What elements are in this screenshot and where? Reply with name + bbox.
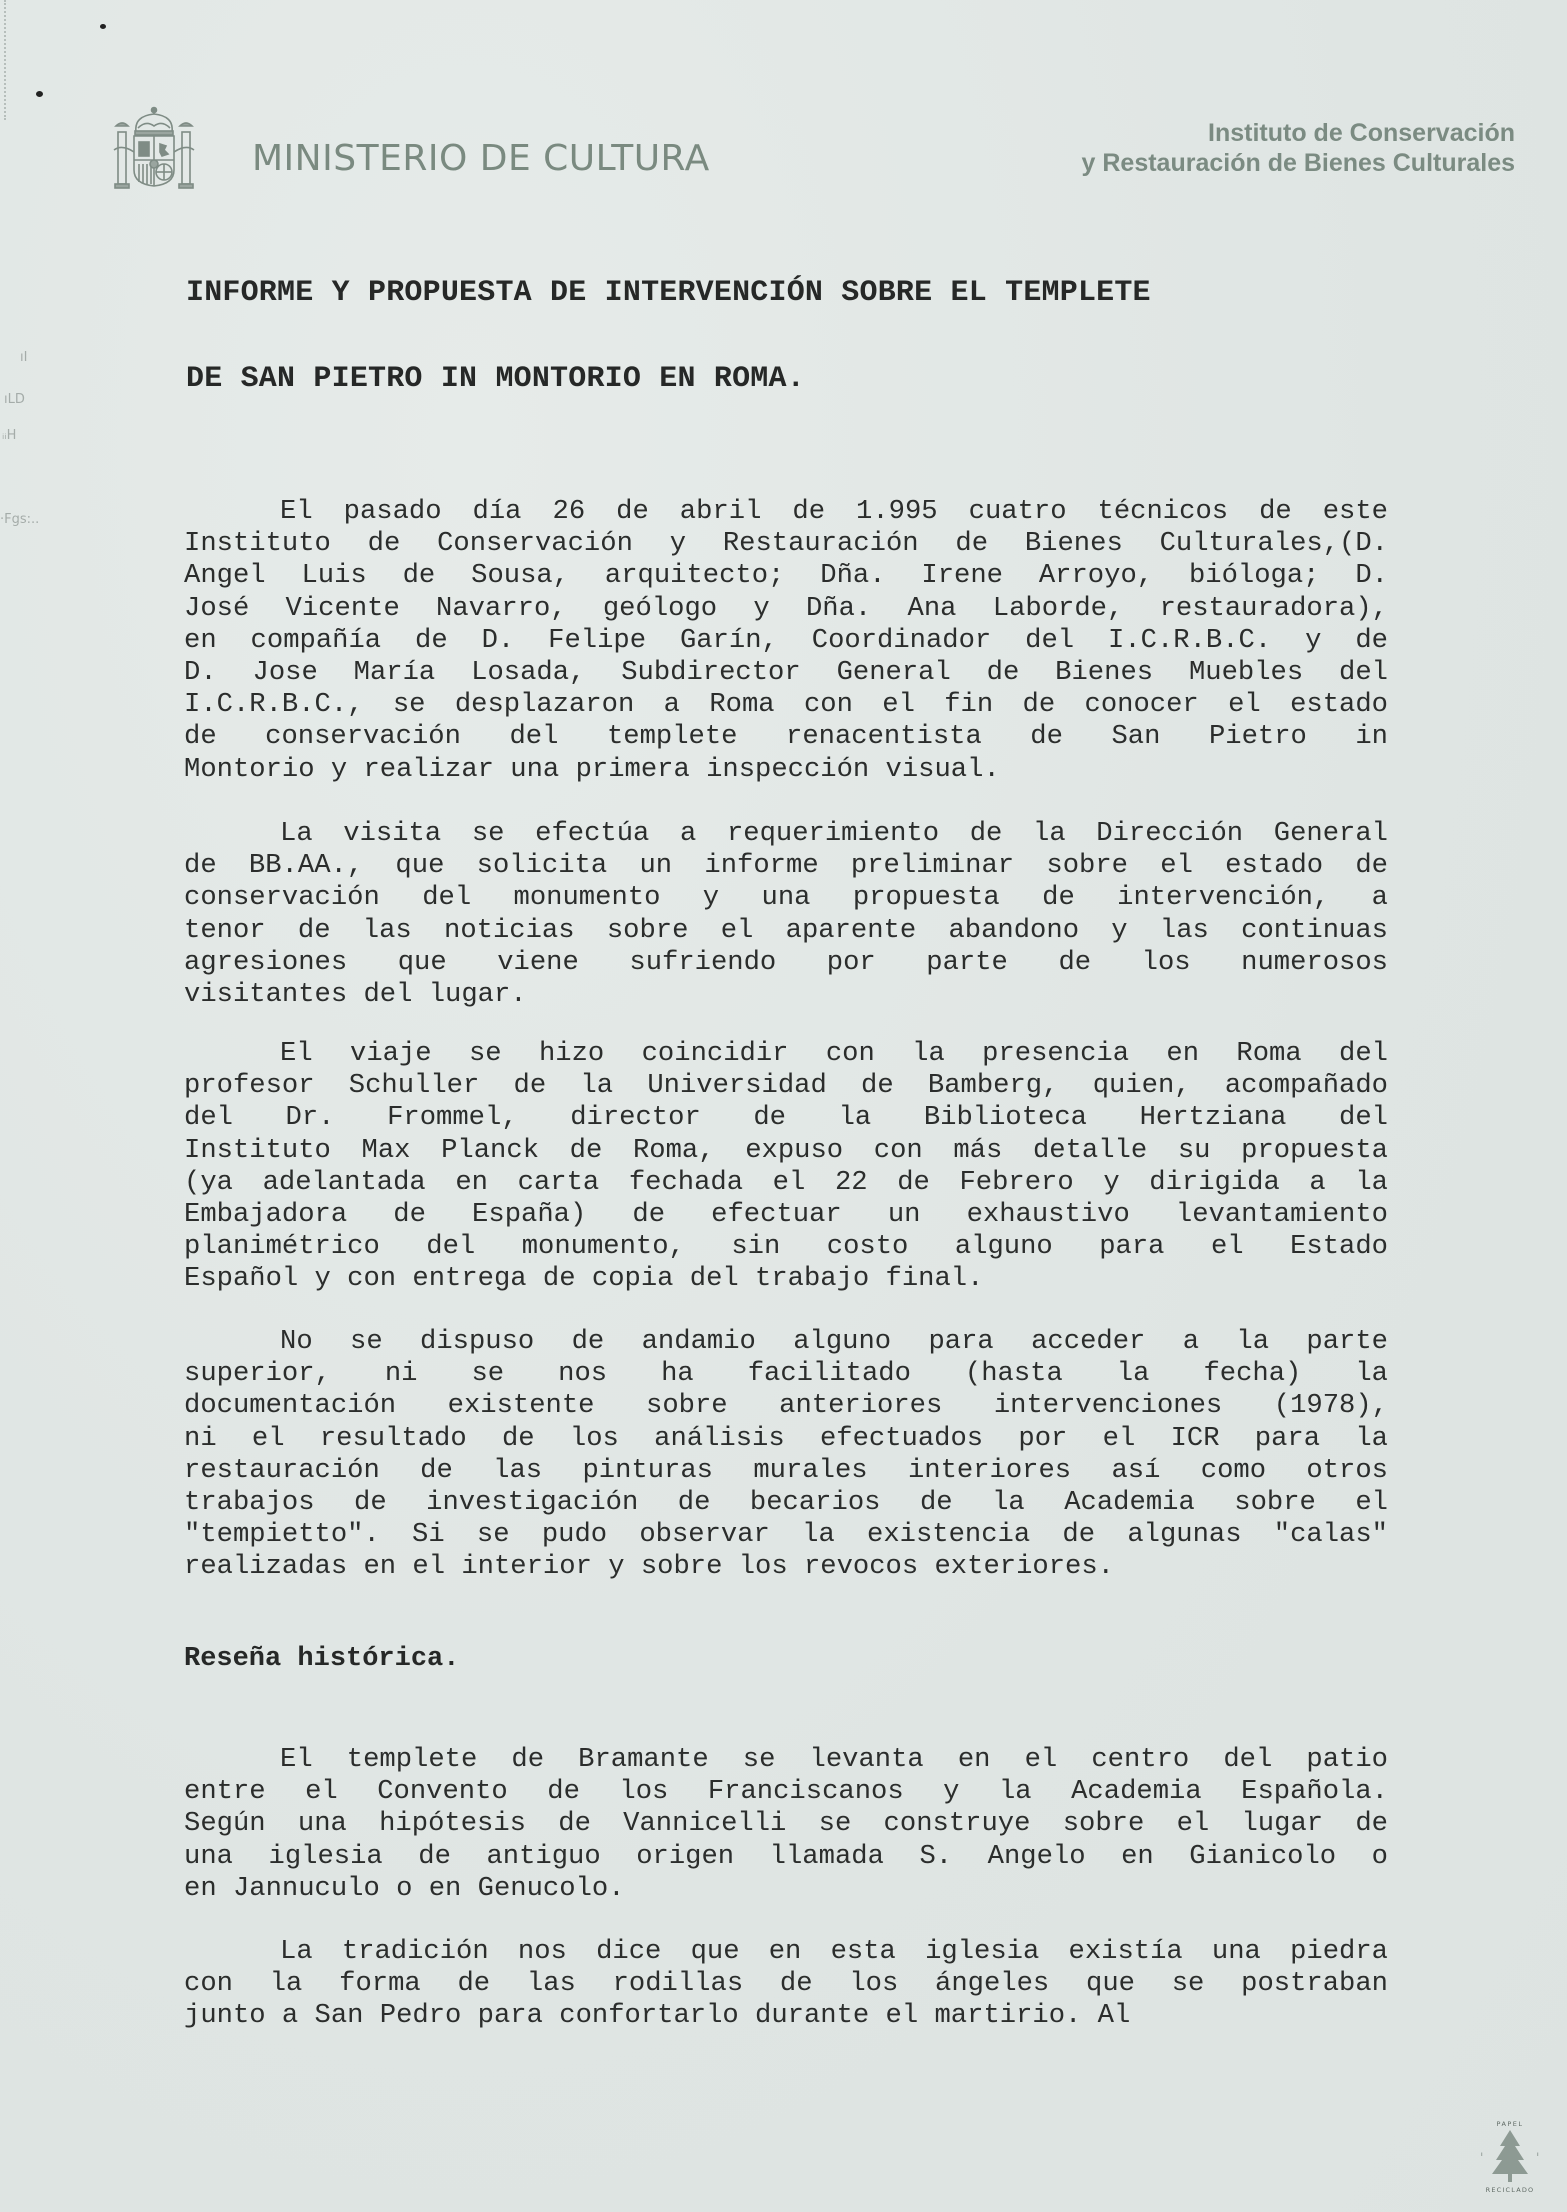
paragraph-line: restauración de las pinturas murales interiores así como otros: [184, 1454, 1388, 1486]
recycled-paper-stamp: [1478, 2112, 1542, 2196]
institute-name: [1082, 118, 1515, 178]
letterhead: [0, 0, 1567, 200]
paragraph-line: Instituto de Conservación y Restauración de Bienes Culturales,(D.: [184, 528, 1388, 560]
paragraph-line: del Dr. Frommel, director de la Biblioteca Hertziana del: [184, 1102, 1388, 1134]
paragraph-line: de BB.AA., que solicita un informe preliminar sobre el estado de: [184, 850, 1388, 882]
stamp-text-bottom: RECICLADO: [1485, 2186, 1535, 2194]
paragraph-line: El templete de Bramante se levanta en el centro del patio: [280, 1744, 1388, 1775]
paragraph-line: El viaje se hizo coincidir con la presencia en Roma del: [280, 1038, 1388, 1069]
paragraph-line: superior, ni se nos ha facilitado (hasta la fecha) la: [184, 1358, 1388, 1390]
paragraph-line: José Vicente Navarro, geólogo y Dña. Ana Laborde, restauradora),: [184, 592, 1388, 624]
historical-paragraph-2: [184, 1936, 1388, 2033]
margin-artifact: ıLD: [4, 392, 25, 407]
paragraph-line: planimétrico del monumento, sin costo alguno para el Estado: [184, 1231, 1388, 1263]
paragraph-line: Instituto Max Planck de Roma, expuso con más detalle su propuesta: [184, 1134, 1388, 1166]
paragraph-line: Embajadora de España) de efectuar un exhaustivo levantamiento: [184, 1199, 1388, 1231]
paragraph-line: "tempietto". Si se pudo observar la existencia de algunas "calas": [184, 1519, 1388, 1551]
paragraph-1: [184, 496, 1388, 786]
margin-artifact: ·Fgs:..: [0, 512, 40, 527]
pine-tree-icon: [1492, 2130, 1528, 2182]
paragraph-line: trabajos de investigación de becarios de la Academia sobre el: [184, 1487, 1388, 1519]
paragraph-line: agresiones que viene sufriendo por parte de los numerosos: [184, 946, 1388, 978]
paragraph-line: realizadas en el interior y sobre los revocos exteriores.: [184, 1551, 1114, 1583]
paragraph-line: D. Jose María Losada, Subdirector General de Bienes Muebles del: [184, 657, 1388, 689]
paragraph-3: [184, 1038, 1388, 1296]
paragraph-line: profesor Schuller de la Universidad de Bamberg, quien, acompañado: [184, 1070, 1388, 1102]
paragraph-line: entre el Convento de los Franciscanos y la Academia Española.: [184, 1776, 1388, 1808]
ministry-name: MINISTERIO DE CULTURA: [252, 138, 710, 179]
institute-line-1: Instituto de Conservación: [1208, 119, 1515, 147]
paragraph-line: (ya adelantada en carta fechada el 22 de Febrero y dirigida a la: [184, 1166, 1388, 1198]
paragraph-2: [184, 818, 1388, 1011]
paragraph-line: No se dispuso de andamio alguno para acceder a la parte: [280, 1326, 1388, 1357]
paragraph-line: I.C.R.B.C., se desplazaron a Roma con el fin de conocer el estado: [184, 689, 1388, 721]
coat-of-arms-icon: [112, 104, 196, 192]
paragraph-line: de conservación del templete renacentista de San Pietro in: [184, 721, 1388, 753]
paragraph-line: en Jannuculo o en Genucolo.: [184, 1872, 625, 1904]
historical-paragraph-1: [184, 1744, 1388, 1905]
paragraph-line: junto a San Pedro para confortarlo durante el martirio. Al: [184, 2000, 1131, 2032]
stamp-mark: ı: [1481, 2151, 1483, 2158]
paragraph-line: una iglesia de antiguo origen llamada S. Angelo en Gianicolo o: [184, 1840, 1388, 1872]
paragraph-line: con la forma de las rodillas de los ángeles que se postraban: [184, 1968, 1388, 2000]
stamp-mark: ı: [1537, 2151, 1539, 2158]
margin-artifact: ıI: [20, 350, 28, 365]
paragraph-line: Montorio y realizar una primera inspección visual.: [184, 753, 1000, 785]
section-heading-historical: Reseña histórica.: [184, 1644, 460, 1674]
paragraph-4: [184, 1326, 1388, 1584]
paragraph-line: tenor de las noticias sobre el aparente abandono y las continuas: [184, 914, 1388, 946]
paragraph-line: El pasado día 26 de abril de 1.995 cuatro técnicos de este: [280, 496, 1388, 527]
paragraph-line: La tradición nos dice que en esta iglesia existía una piedra: [280, 1936, 1388, 1967]
stamp-text-top: PAPEL: [1496, 2120, 1524, 2128]
paragraph-line: en compañía de D. Felipe Garín, Coordinador del I.C.R.B.C. y de: [184, 624, 1388, 656]
paragraph-line: conservación del monumento y una propuesta de intervención, a: [184, 882, 1388, 914]
paragraph-line: Angel Luis de Sousa, arquitecto; Dña. Irene Arroyo, bióloga; D.: [184, 560, 1388, 592]
paragraph-line: Español y con entrega de copia del trabajo final.: [184, 1263, 984, 1295]
document-title-line-1: INFORME Y PROPUESTA DE INTERVENCIÓN SOBRE EL TEMPLETE: [186, 276, 1151, 310]
paragraph-line: Según una hipótesis de Vannicelli se construye sobre el lugar de: [184, 1808, 1388, 1840]
paragraph-line: documentación existente sobre anteriores intervenciones (1978),: [184, 1390, 1388, 1422]
margin-artifact: ᵢᵢH: [2, 428, 17, 443]
institute-line-2: y Restauración de Bienes Culturales: [1081, 149, 1515, 177]
document-title-line-2: DE SAN PIETRO IN MONTORIO EN ROMA.: [186, 362, 805, 396]
paragraph-line: ni el resultado de los análisis efectuados por el ICR para la: [184, 1422, 1388, 1454]
paragraph-line: visitantes del lugar.: [184, 979, 527, 1011]
paragraph-line: La visita se efectúa a requerimiento de la Dirección General: [280, 818, 1388, 849]
